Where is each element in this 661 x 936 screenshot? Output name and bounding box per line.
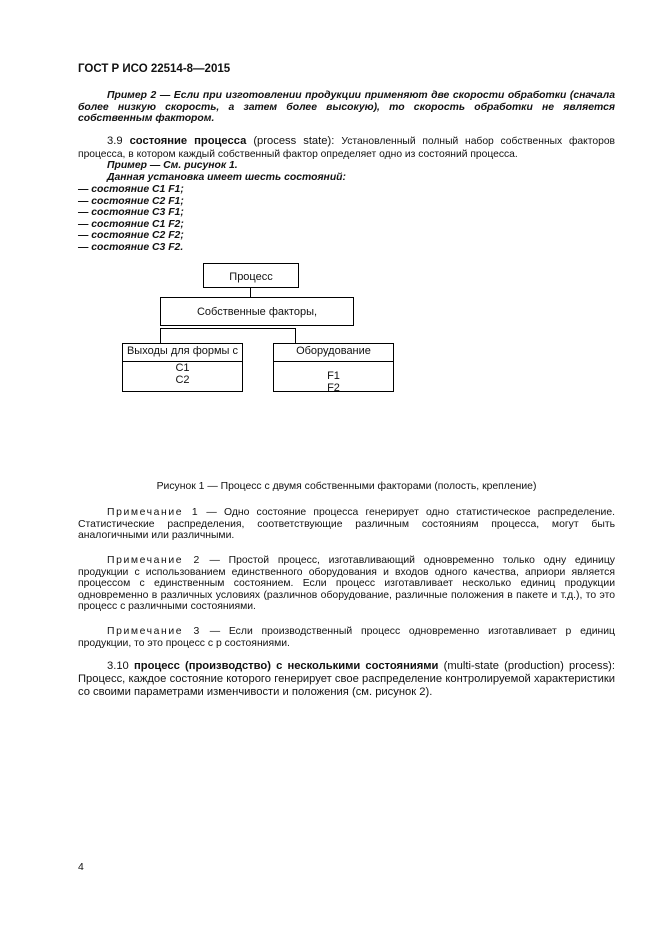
note-text: — Если производственный процесс одновременно изготавливает p единиц продукции, то это процесс с p состояниями. — [78, 626, 615, 649]
connector — [295, 328, 296, 344]
note-text: — Одно состояние процесса генерирует одно статистическое распределение. Статистические распределения, соответствующие различным состояниям процесса, могут быть аналогичными или различными. — [78, 507, 615, 542]
definition: Установленный полный набор собственных факторов процесса, в котором каждый собственный фактор определяет одно из состояний процесса. — [78, 136, 616, 160]
box-title: Выходы для формы с — [123, 344, 242, 362]
state-item: — состояние C3 F1; — [78, 207, 184, 219]
state-item: — состояние C2 F1; — [78, 195, 184, 207]
note-label: Примечание 3 — [107, 626, 201, 637]
note-1 — [78, 507, 615, 542]
box-item: C1 — [175, 362, 190, 374]
term: состояние процесса — [129, 135, 247, 147]
state-item: — состояние C1 F1; — [78, 184, 184, 195]
example-ref: Пример — См. рисунок 1. — [107, 160, 238, 171]
box-item: F1 — [327, 370, 340, 382]
cavity-box — [122, 343, 243, 392]
equipment-box — [273, 343, 394, 392]
state-item: — состояние C2 F2; — [78, 230, 184, 242]
example-2: Пример 2 — Если при изготовлении продукции применяют две скорости обработки (сначала более низкую скорость, а затем более высокую), то скорость обработки не является собственным фактором. — [78, 90, 615, 125]
states-list — [78, 184, 184, 254]
page-number: 4 — [78, 862, 84, 873]
process-box: Процесс — [203, 263, 299, 288]
note-label: Примечание 1 — [107, 507, 200, 518]
connector — [160, 328, 296, 329]
connector — [160, 328, 161, 344]
state-item: — состояние C1 F2; — [78, 218, 184, 230]
note-label: Примечание 2 — [107, 555, 201, 566]
section-3-9 — [78, 135, 615, 161]
note-3 — [78, 626, 615, 649]
note-text: — Простой процесс, изготавливающий одновременно только одну единицу продукции с использованием единственного оборудования и входов одного качества, априори является процессом с единственным состоянием. Если процесс изготавливает несколько единиц продукции одновременно в различных условиях (различнов оборудование, различные положения в пакете и т.д.), то это процесс с различными состояниями. — [78, 555, 615, 613]
section-3-10 — [78, 660, 615, 699]
section-number: 3.10 — [107, 660, 129, 672]
term: процесс (производство) с несколькими состояниями — [133, 660, 439, 672]
state-item: — состояние C3 F2. — [78, 241, 184, 253]
box-item: C2 — [175, 374, 190, 386]
box-title: Оборудование — [274, 344, 393, 362]
term-en: (multi-state (production) process): — [443, 660, 616, 672]
definition: Процесс, каждое состояние которого генерирует свое распределение контролируемой характеристики со своими параметрами изменчивости и положения (см. рисунок 2). — [78, 673, 615, 698]
factors-box: Собственные факторы, — [160, 297, 354, 326]
term-en: (process state): — [253, 135, 335, 147]
box-item: F2 — [327, 382, 340, 392]
document-header: ГОСТ Р ИСО 22514-8—2015 — [78, 63, 231, 75]
states-intro: Данная установка имеет шесть состояний: — [107, 172, 346, 183]
note-2 — [78, 555, 615, 613]
figure-caption: Рисунок 1 — Процесс с двумя собственными факторами (полость, крепление) — [156, 481, 537, 492]
section-number: 3.9 — [107, 135, 123, 147]
